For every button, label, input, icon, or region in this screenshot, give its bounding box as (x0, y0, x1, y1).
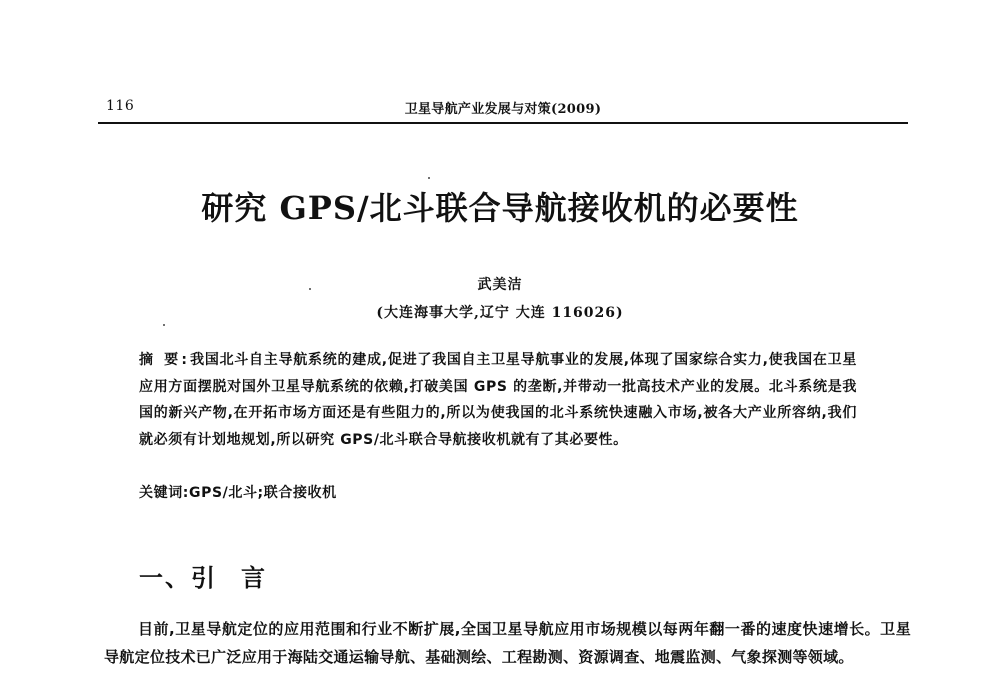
scan-speck (163, 324, 165, 326)
running-header (98, 96, 908, 120)
keywords-text: GPS/北斗;联合接收机 (189, 485, 337, 501)
header-rule (98, 122, 908, 124)
section-title: 引言 (191, 564, 291, 592)
author-name: 武美洁 (477, 277, 523, 293)
journal-title: 卫星导航产业发展与对策(2009) (404, 102, 602, 117)
body-paragraph: 目前,卫星导航定位的应用范围和行业不断扩展,全国卫星导航应用市场规模以每两年翻一番的速度快速增长。卫星导航定位技术已广泛应用于海陆交通运输导航、基础测绘、工程勘测、资源调查、地震监测、气象探测等领域。 (104, 620, 911, 666)
abstract-label: 摘 要: (139, 352, 190, 368)
abstract-text: 我国北斗自主导航系统的建成,促进了我国自主卫星导航事业的发展,体现了国家综合实力,使我国在卫星应用方面摆脱对国外卫星导航系统的依赖,打破美国 GPS 的垄断,并带动一批高技术产业的发展。北斗系统是我国的新兴产物,在开拓市场方面还是有些阻力的,所以为使我国的北斗系统快速融入市场,被各大产业所容纳,我们就必须有计划地规划,所以研究 GPS/北斗联合导航接收机就有了其必要性。 (139, 352, 857, 448)
keywords (139, 482, 857, 502)
section-heading (139, 558, 291, 593)
section-number: 一、 (139, 564, 191, 592)
keywords-label: 关键词: (139, 485, 189, 501)
abstract (139, 347, 857, 453)
author-affiliation: (大连海事大学,辽宁 大连 116026) (376, 305, 624, 321)
page-number: 116 (106, 98, 135, 114)
scan-speck (428, 177, 430, 179)
article-title: 研究 GPS/北斗联合导航接收机的必要性 (201, 189, 799, 227)
